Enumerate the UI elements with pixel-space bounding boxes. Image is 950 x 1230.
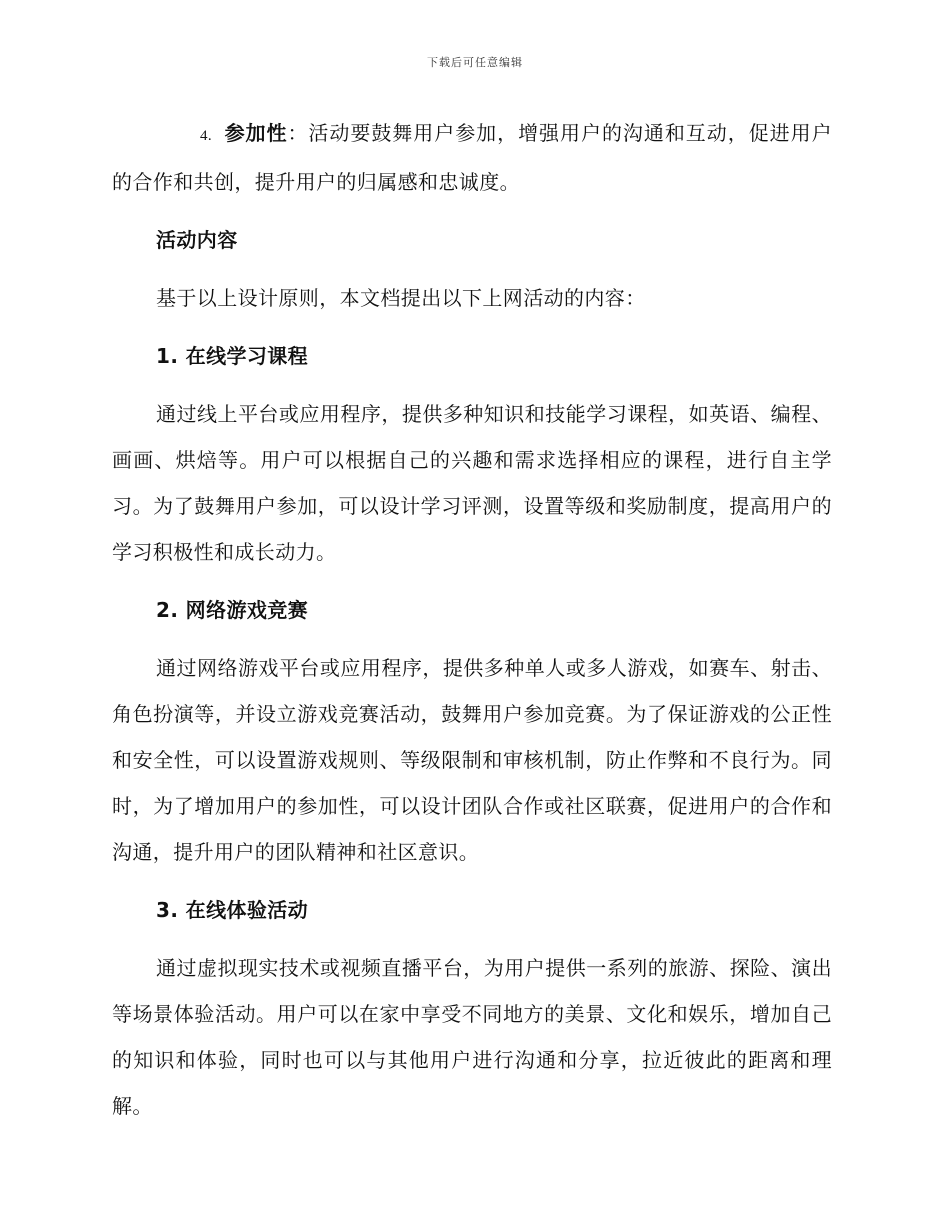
page-header: 下载后可任意编辑 — [427, 56, 523, 69]
document-body — [112, 110, 832, 1129]
section-3-heading: 3. 在线体验活动 — [156, 898, 309, 922]
section-1-heading: 1. 在线学习课程 — [156, 344, 309, 368]
item-4-paragraph — [112, 110, 832, 205]
section-2-heading: 2. 网络游戏竞赛 — [156, 598, 309, 622]
intro-paragraph: 基于以上设计原则，本文档提出以下上网活动的内容： — [156, 286, 646, 310]
section-2-body: 通过网络游戏平台或应用程序，提供多种单人或多人游戏，如赛车、射击、角色扮演等，并设立游戏竞赛活动，鼓舞用户参加竞赛。为了保证游戏的公正性和安全性，可以设置游戏规则、等级限制和审核机制，防止作弊和不良行为。同时，为了增加用户的参加性，可以设计团队合作或社区联赛，促进用户的合作和沟通，提升用户的团队精神和社区意识。 — [112, 656, 832, 864]
item-4-number: 4. — [200, 128, 213, 144]
section-3-body: 通过虚拟现实技术或视频直播平台，为用户提供一系列的旅游、探险、演出等场景体验活动。用户可以在家中享受不同地方的美景、文化和娱乐，增加自己的知识和体验，同时也可以与其他用户进行沟通和分享，拉近彼此的距离和理解。 — [112, 956, 832, 1118]
section-heading: 活动内容 — [156, 228, 238, 252]
section-1-body: 通过线上平台或应用程序，提供多种知识和技能学习课程，如英语、编程、画画、烘焙等。用户可以根据自己的兴趣和需求选择相应的课程，进行自主学习。为了鼓舞用户参加，可以设计学习评测，设置等级和奖励制度，提高用户的学习积极性和成长动力。 — [112, 402, 832, 564]
item-4-text: ：活动要鼓舞用户参加，增强用户的沟通和互动，促进用户的合作和共创，提升用户的归属感和忠诚度。 — [112, 121, 832, 194]
item-4-title: 参加性 — [224, 121, 288, 145]
